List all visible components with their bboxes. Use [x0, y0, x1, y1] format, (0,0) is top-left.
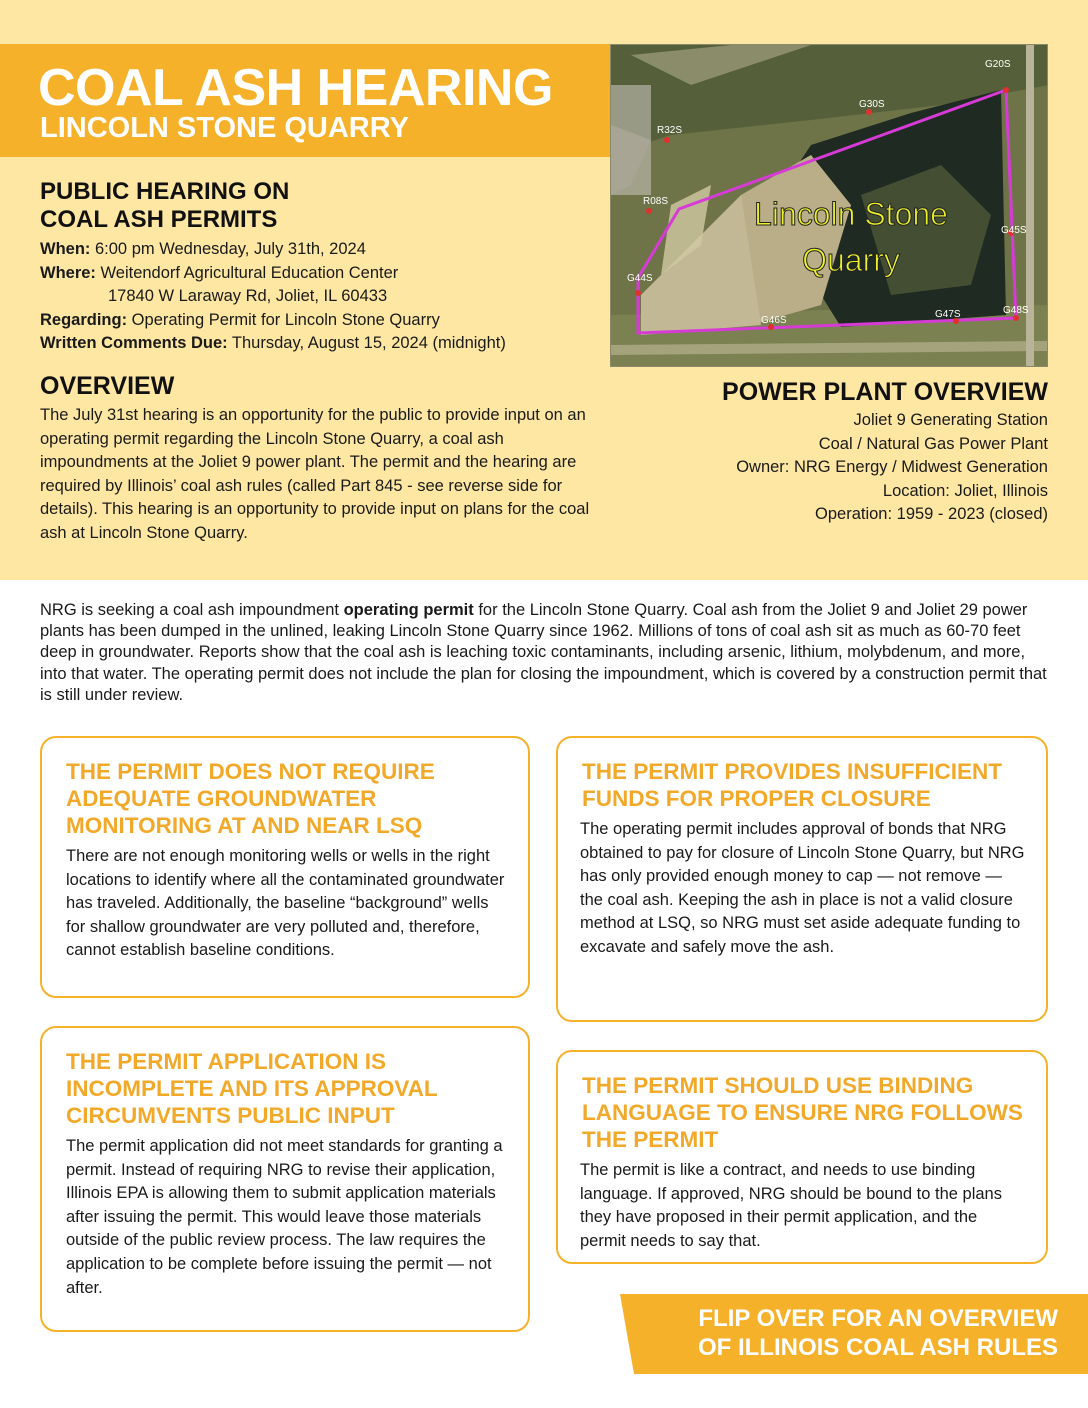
- power-plant-details: [628, 409, 1048, 527]
- card-incomplete-application: [40, 1026, 530, 1332]
- where-label: Where:: [40, 263, 96, 282]
- card-heading: THE PERMIT SHOULD USE BINDING LANGUAGE TO ENSURE NRG FOLLOWS THE PERMIT: [582, 1073, 1023, 1152]
- when-value: 6:00 pm Wednesday, July 31th, 2024: [90, 240, 366, 258]
- card-heading: THE PERMIT DOES NOT REQUIRE ADEQUATE GROUNDWATER MONITORING AT AND NEAR LSQ: [66, 759, 435, 838]
- power-plant-line: Location: Joliet, Illinois: [882, 481, 1048, 500]
- quarry-map-svg: [611, 45, 1048, 367]
- well-label-r08s: R08S: [643, 196, 669, 207]
- intro-bold: operating permit: [343, 601, 474, 619]
- flip-line1: FLIP OVER FOR AN OVERVIEW: [698, 1305, 1058, 1332]
- well-label-g46s: G46S: [761, 315, 787, 326]
- flip-over-text: [618, 1304, 1058, 1362]
- hearing-heading-line2: COAL ASH PERMITS: [40, 206, 278, 233]
- when-label: When:: [40, 240, 91, 258]
- comments-row: [40, 332, 600, 356]
- card-text: The operating permit includes approval of bonds that NRG obtained to pay for closure of Lincoln Stone Quarry, but NRG has only provided enough money to cap — not remove — the coal ash. Keeping the ash in place is not a valid closure method at LSQ, so NRG must set aside adequate funding to excavate and safely move the ash.: [580, 820, 1025, 956]
- hearing-heading: [40, 178, 580, 234]
- where-address: 17840 W Laraway Rd, Joliet, IL 60433: [108, 287, 388, 306]
- regarding-label: Regarding:: [40, 310, 128, 329]
- card-groundwater-monitoring: [40, 736, 530, 998]
- overview-heading: OVERVIEW: [40, 372, 175, 400]
- where-row: [40, 262, 600, 286]
- intro-paragraph: [40, 600, 1050, 706]
- well-label-g45s: G45S: [1001, 225, 1027, 236]
- well-label-g47s: G47S: [935, 309, 961, 320]
- card-heading: THE PERMIT PROVIDES INSUFFICIENT FUNDS FOR PROPER CLOSURE: [582, 759, 1003, 811]
- flip-line2: OF ILLINOIS COAL ASH RULES: [697, 1334, 1058, 1361]
- regarding-row: [40, 309, 600, 333]
- page-subtitle: LINCOLN STONE QUARRY: [40, 112, 409, 144]
- power-plant-line: Owner: NRG Energy / Midwest Generation: [736, 458, 1048, 477]
- card-text: The permit is like a contract, and needs to use binding language. If approved, NRG should be bound to the plans they have proposed in their permit application, and the permit needs to say that.: [580, 1161, 1002, 1250]
- card-insufficient-funds: [556, 736, 1048, 1022]
- card-binding-language: [556, 1050, 1048, 1264]
- when-row: [40, 238, 600, 262]
- map-label-line1: Lincoln Stone: [754, 196, 948, 232]
- well-label-r32s: R32S: [657, 125, 683, 136]
- power-plant-heading: POWER PLANT OVERVIEW: [722, 378, 1048, 406]
- card-heading: THE PERMIT APPLICATION IS INCOMPLETE AND ITS APPROVAL CIRCUMVENTS PUBLIC INPUT: [66, 1049, 438, 1128]
- intro-before: NRG is seeking a coal ash impoundment: [40, 601, 344, 619]
- hearing-details: [40, 238, 600, 356]
- page-title: COAL ASH HEARING: [38, 59, 553, 117]
- quarry-aerial-map: [610, 44, 1048, 367]
- well-label-g30s: G30S: [859, 99, 885, 110]
- power-plant-line: Coal / Natural Gas Power Plant: [818, 434, 1048, 453]
- intro-after: for the Lincoln Stone Quarry. Coal ash from the Joliet 9 and Joliet 29 power plants has been dumped in the unlined, leaking Lincoln Stone Quarry since 1962. Millions of tons of coal ash sit as much as 60-70 feet deep in groundwater. Reports show that the coal ash is leaching toxic contaminants, including arsenic, lithium, molybdenum, and more, into that water. The operating permit does not include the plan for closing the impoundment, which is covered by a construction permit that is still under review.: [40, 601, 1047, 704]
- well-label-g44s: G44S: [627, 273, 653, 284]
- well-label-g20s: G20S: [985, 59, 1011, 70]
- regarding-value: Operating Permit for Lincoln Stone Quarry: [127, 310, 440, 329]
- power-plant-line: Joliet 9 Generating Station: [853, 411, 1048, 429]
- power-plant-line: Operation: 1959 - 2023 (closed): [815, 505, 1048, 524]
- overview-text: The July 31st hearing is an opportunity for the public to provide input on an operating permit regarding the Lincoln Stone Quarry, a coal ash impoundments at the Joliet 9 power plant. The permit and the hearing are required by Illinois’ coal ash rules (called Part 845 - see reverse side for details). This hearing is an opportunity to provide input on plans for the coal ash at Lincoln Stone Quarry.: [40, 406, 590, 542]
- map-label-line2: Quarry: [802, 242, 900, 278]
- well-label-g48s: G48S: [1003, 305, 1029, 316]
- hearing-heading-line1: PUBLIC HEARING ON: [40, 178, 290, 205]
- card-text: The permit application did not meet standards for granting a permit. Instead of requiring NRG to revise their application, Illinois EPA is allowing them to submit application materials after issuing the permit. This would leave those materials outside of the public review process. The law requires the application to be complete before issuing the permit — not after.: [66, 1137, 503, 1297]
- where-value: Weitendorf Agricultural Education Center: [95, 263, 399, 282]
- card-text: There are not enough monitoring wells or wells in the right locations to identify where all the contaminated groundwater has traveled. Additionally, the baseline “background” wells for shallow groundwater are very polluted and, therefore, cannot establish baseline conditions.: [66, 847, 505, 960]
- comments-label: Written Comments Due:: [40, 334, 228, 353]
- comments-value: Thursday, August 15, 2024 (midnight): [227, 334, 506, 353]
